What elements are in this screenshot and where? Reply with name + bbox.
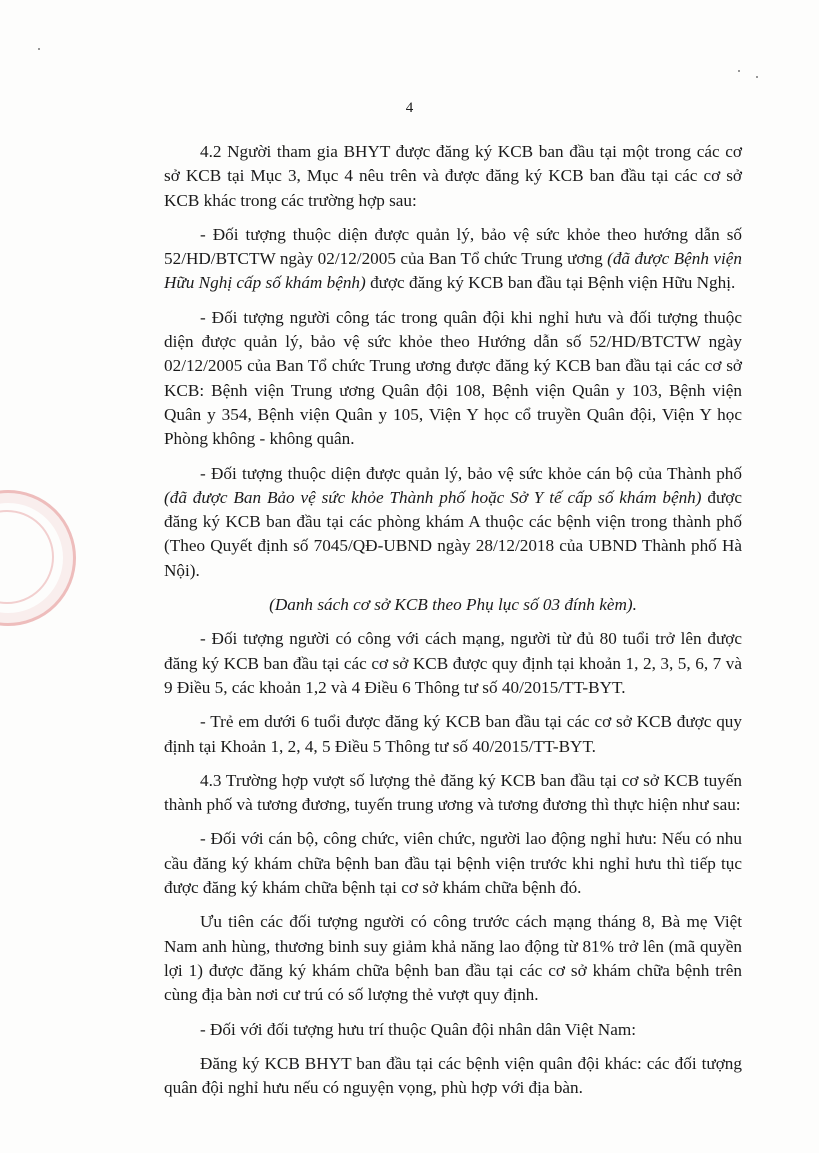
paragraph-military-hospitals: Đăng ký KCB BHYT ban đầu tại các bệnh viện quân đội khác: các đối tượng quân đội nghỉ hưu nếu có nguyện vọng, phù hợp với địa bàn. [164, 1053, 742, 1098]
italic-note: (đã được Ban Bảo vệ sức khỏe Thành phố hoặc Sở Y tế cấp số khám bệnh) [164, 487, 702, 507]
paragraph-retirees: - Đối với cán bộ, công chức, viên chức, người lao động nghỉ hưu: Nếu có nhu cầu đăng ký khám chữa bệnh ban đầu tại bệnh viện trước khi nghỉ hưu thì tiếp tục được đăng ký khám chữa bệnh tại cơ sở khám chữa bệnh đó. [164, 829, 742, 898]
paragraph-children: - Trẻ em dưới 6 tuổi được đăng ký KCB ban đầu tại các cơ sở KCB được quy định tại Khoản 1, 2, 4, 5 Điều 5 Thông tư số 40/2015/TT-BYT. [164, 712, 742, 756]
paragraph-city-officials [164, 462, 742, 583]
paragraph-text: - Đối tượng thuộc diện được quản lý, bảo vệ sức khỏe cán bộ của Thành phố [200, 463, 742, 483]
paragraph-4-2: 4.2 Người tham gia BHYT được đăng ký KCB ban đầu tại một trong các cơ sở KCB tại Mục 3, Mục 4 nêu trên và được đăng ký KCB ban đầu tại các cơ sở KCB khác trong các trường hợp sau: [164, 142, 742, 210]
appendix-note: (Danh sách cơ sở KCB theo Phụ lục số 03 đính kèm). [269, 595, 637, 615]
paragraph-text: được đăng ký KCB ban đầu tại Bệnh viện Hữu Nghị. [365, 273, 736, 293]
italic-note: (đã được Bệnh viện Hữu Nghị cấp số khám bệnh) [164, 249, 743, 293]
scan-speck [38, 48, 40, 50]
paragraph-text: - Đối tượng thuộc diện được quản lý, bảo vệ sức khỏe theo hướng dẫn số 52/HD/BTCTW ngày 02/12/2005 của Ban Tổ chức Trung ương [164, 224, 742, 269]
document-body [164, 140, 742, 1110]
page-number: 4 [405, 100, 414, 116]
paragraph-priority: Ưu tiên các đối tượng người có công trước cách mạng tháng 8, Bà mẹ Việt Nam anh hùng, thương binh suy giảm khả năng lao động từ 81% trở lên (mã quyền lợi 1) được đăng ký khám chữa bệnh ban đầu tại các cơ sở khám chữa bệnh trên cùng địa bàn nơi cư trú có số lượng thẻ vượt quy định. [164, 912, 742, 1005]
paragraph-merit-people: - Đối tượng người có công với cách mạng, người từ đủ 80 tuổi trở lên được đăng ký KCB ban đầu tại các cơ sở KCB được quy định tại khoản 1, 2, 3, 5, 6, 7 và 9 Điều 5, các khoản 1,2 và 4 Điều 6 Thông tư số 40/2015/TT-BYT. [164, 629, 742, 697]
paragraph-military: - Đối tượng người công tác trong quân đội khi nghỉ hưu và đối tượng thuộc diện được quản lý, bảo vệ sức khỏe theo Hướng dẫn số 52/HD/BTCTW ngày 02/12/2005 của Ban Tổ chức Trung ương được đăng ký KCB ban đầu tại các cơ sở KCB: Bệnh viện Trung ương Quân đội 108, Bệnh viện Quân y 103, Bệnh viện Quân y 354, Bệnh viện Quân y 105, Viện Y học cổ truyền Quân đội, Viện Y học Phòng không - không quân. [164, 307, 742, 449]
paragraph-4-3: 4.3 Trường hợp vượt số lượng thẻ đăng ký KCB ban đầu tại cơ sở KCB tuyến thành phố và tương đương, tuyến trung ương và tương đương thì thực hiện như sau: [164, 770, 742, 815]
paragraph-huu-nghi [164, 223, 742, 296]
paragraph-text: được đăng ký KCB ban đầu tại các phòng khám A thuộc các bệnh viện trong thành phố (Theo Quyết định số 7045/QĐ-UBND ngày 28/12/2018 của UBND Thành phố Hà Nội). [164, 487, 742, 580]
scan-speck [738, 70, 740, 72]
scan-speck [756, 76, 758, 78]
paragraph-army-retirees: - Đối với đối tượng hưu trí thuộc Quân đội nhân dân Việt Nam: [200, 1019, 636, 1039]
